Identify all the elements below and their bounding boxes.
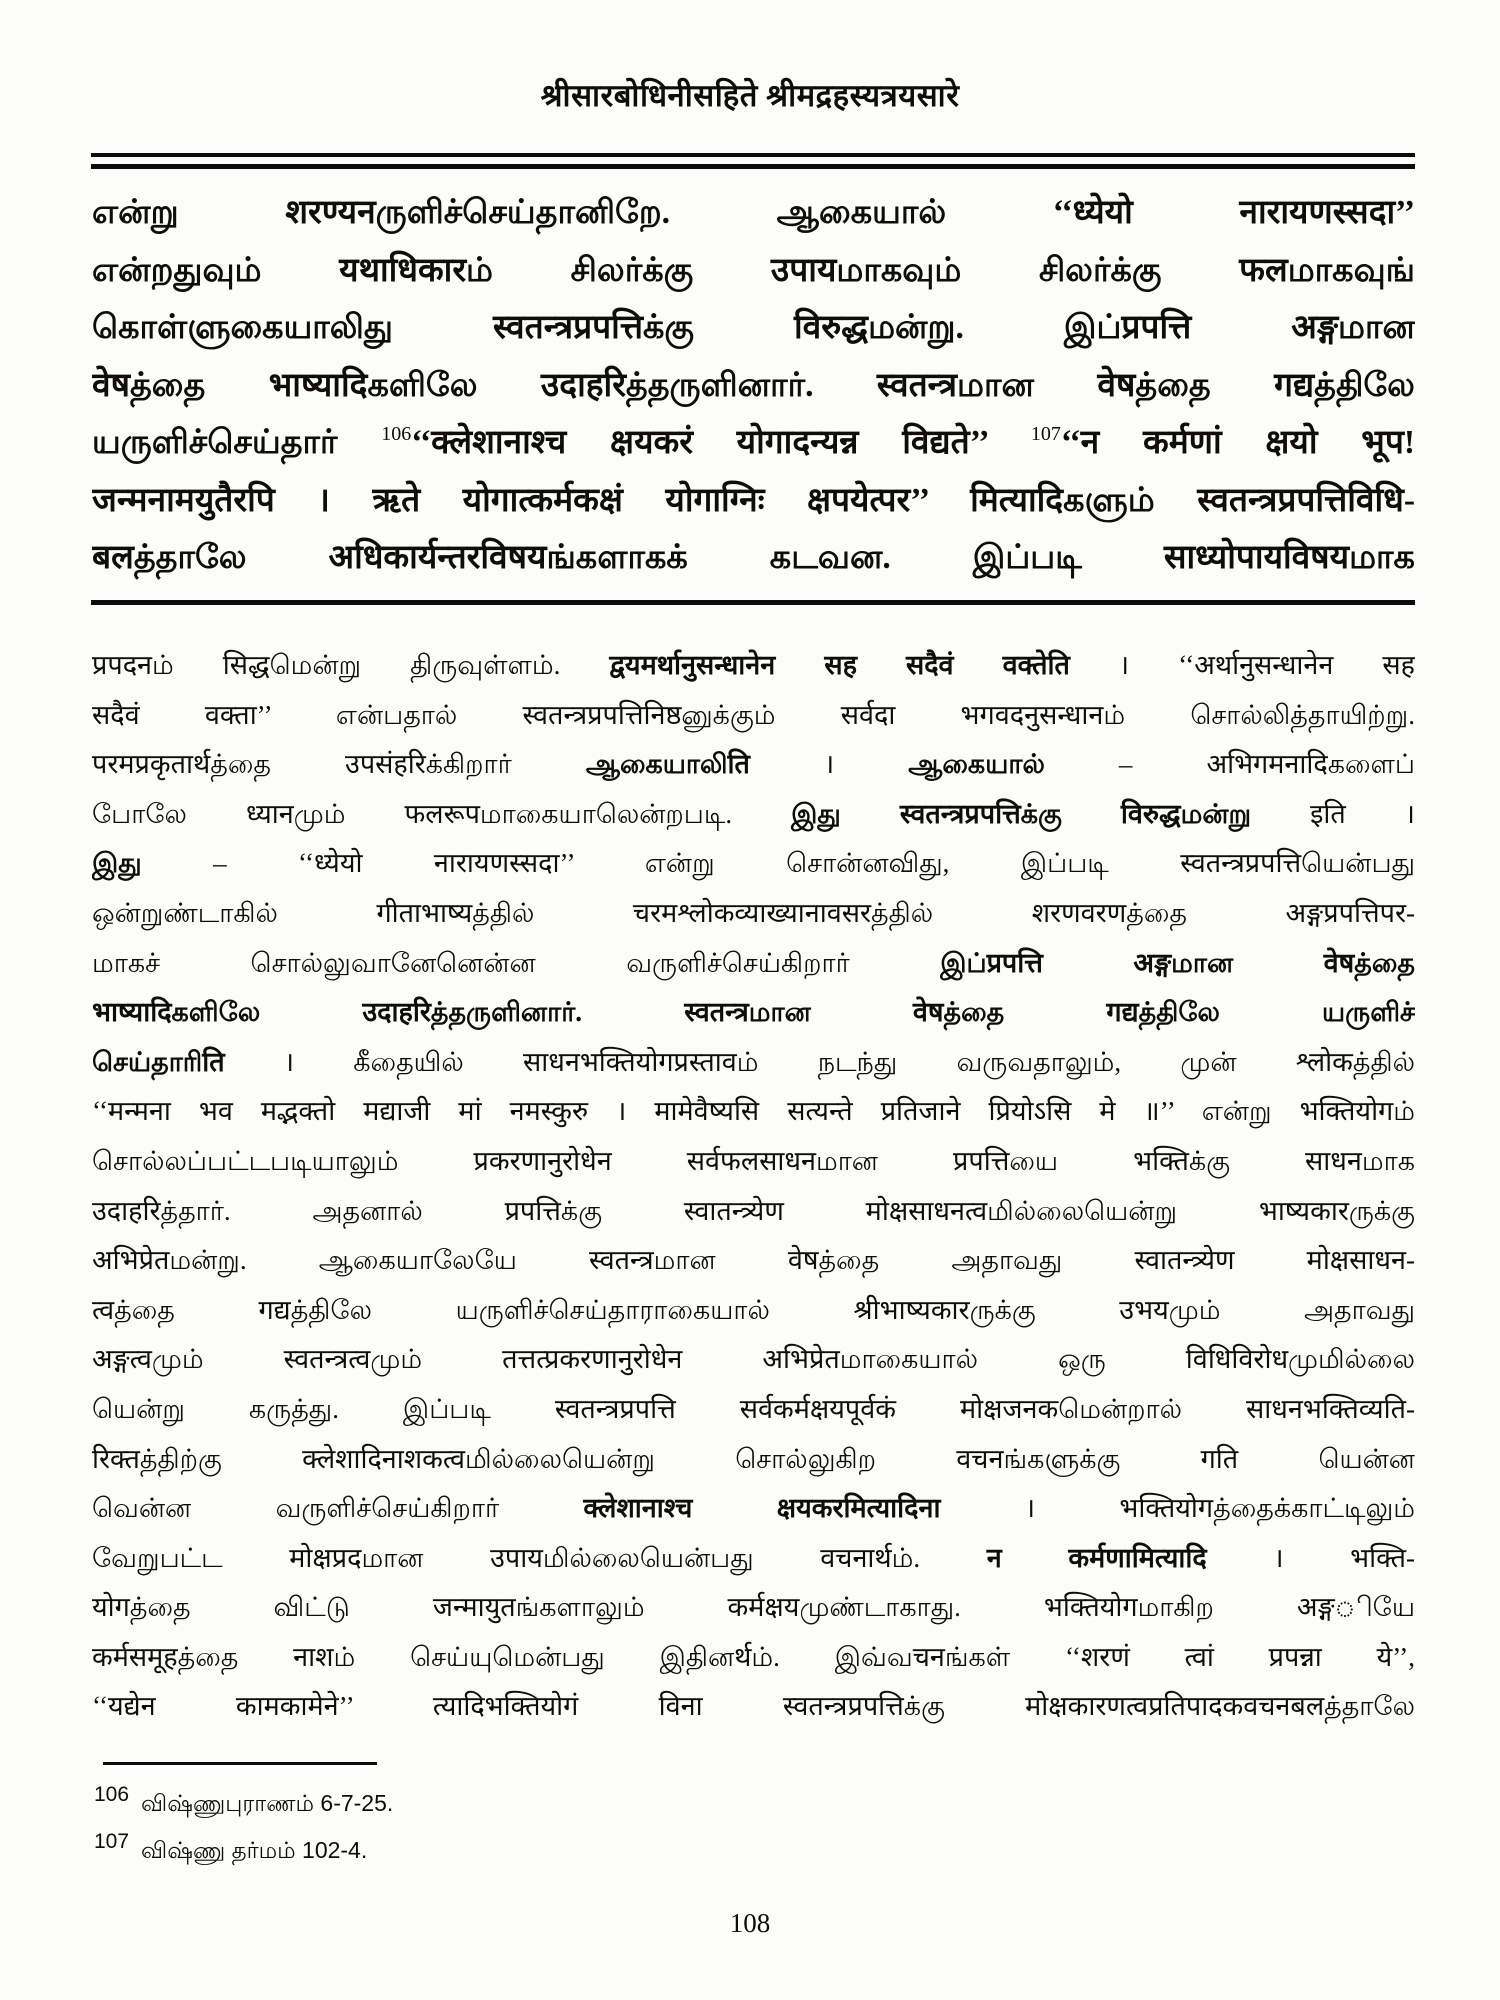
text-segment: न कर्मणामित्यादि: [986, 1542, 1207, 1573]
text-line: [92, 1038, 1415, 1088]
footnote-text: விஷ்ணுபுராணம் 6-7-25.: [141, 1790, 394, 1816]
text-line: [92, 740, 1415, 790]
text-segment: । ‘‘अर्थानुसन्धानेन सह: [1069, 650, 1415, 680]
text-segment: – ‘‘ध्येयो नारायणस्सदा’’ என்று சொன்னவிது, இப்படி स्वतन्त्रप्रपत्तिயென்பது: [141, 848, 1415, 879]
text-segment: – अभिगमनादिகளைப்: [1044, 749, 1415, 780]
text-line: [92, 1435, 1415, 1485]
footnote-divider-rule: [103, 1762, 377, 1765]
text-line: [92, 184, 1415, 242]
footnote-text: விஷ்ணு தர்மம் 102-4.: [141, 1837, 368, 1863]
text-segment: யென்று கருத்து. இப்படி स्वतन्त्रप्रपत्ति सर्वकर्मक्षयपूर्वकं मोक्षजनकமென்றால் साधनभक्तिव्यति-: [92, 1393, 1415, 1424]
text-segment: வேறுபட்ட मोक्षप्रदமான उपायமில்லையென்பது वचनार्थம்.: [92, 1542, 987, 1573]
page-number: 108: [729, 1908, 771, 1938]
header-double-rule: [91, 153, 1415, 169]
text-segment: । भक्तियोगத்தைக்காட்டிலும்: [940, 1493, 1415, 1524]
text-segment: योगத்தை விட்டு जन्मायुतங்களாலும் कर्मक्षयமுண்டாகாது. भक्तियोगமாகிற अङ्गியே: [92, 1592, 1415, 1623]
text-segment: யருளிச்செய்தார்: [92, 424, 382, 461]
text-segment: ‘‘न कर्मणां क्षयो भूप!: [1060, 424, 1415, 461]
text-line: [92, 1534, 1415, 1584]
text-segment: ‘‘यद्येन कामकामेने’’ त्यादिभक्तियोगं विना स्वतन्त्रप्रपत्तिக்கு मोक्षकारणत्वप्रतिपादकवचनबलத்தாலே: [92, 1691, 1415, 1722]
text-segment: இது: [92, 848, 142, 879]
text-line: [92, 1236, 1415, 1286]
text-line: [92, 641, 1415, 691]
text-segment: ।: [749, 749, 909, 780]
text-line: [92, 242, 1415, 300]
footnote-marker: 107: [1030, 423, 1061, 445]
text-line: [92, 939, 1415, 989]
text-segment: वेषத்தை भाष्यादिகளிலே उदाहरिத்தருளினார். स्वतन्त्रமான वेषத்தை गद्यத்திலே: [92, 366, 1415, 404]
text-line: [92, 988, 1415, 1038]
text-line: [92, 1137, 1415, 1187]
text-segment: । கீதையில் साधनभक्तियोगप्रस्तावம் நடந்து வருவதாலும், முன் श्लोकத்தில்: [224, 1046, 1415, 1077]
text-segment: बलத்தாலே अधिकार्यन्तरविषयங்களாகக் கடவன. இப்படி साध्योपायविषयமாக: [92, 539, 1415, 576]
text-line: [92, 529, 1415, 587]
text-segment: क्लेशानाश्च क्षयकरमित्यादिना: [583, 1493, 941, 1524]
text-segment: भाष्यादिகளிலே उदाहरिத்தருளினார். स्वतन्त्रமான वेषத்தை गद्यத்திலே யருளிச்: [92, 997, 1415, 1028]
text-segment: ஆகையாலிति: [585, 749, 750, 780]
text-segment: इति ।: [1251, 798, 1415, 829]
text-line: [92, 1633, 1415, 1683]
text-segment: त्वத்தை गद्यத்திலே யருளிச்செய்தாராகையால் श्रीभाष्यकारருக்கு उभयமும் அதாவது: [92, 1294, 1415, 1325]
text-segment: अङ्गत्वமும் स्वतन्त्रत्वமும் तत्तत्प्रकरणानुरोधेन अभिप्रेतமாகையால் ஒரு विधिविरोधமுமில்லை: [92, 1344, 1415, 1375]
text-line: [92, 299, 1415, 357]
text-segment: जन्मनामयुतैरपि । ऋते योगात्कर्मकक्षं योगाग्निः क्षपयेत्पर’’ मित्यादिகளும் स्वतन्त्रप्रपत्तिविधि-: [92, 481, 1415, 519]
footnote-marker: 106: [381, 423, 412, 445]
text-segment: । भक्ति-: [1206, 1542, 1415, 1573]
text-segment: போலே ध्यानமும் फलरूपமாகையாலென்றபடி.: [92, 798, 792, 829]
text-segment: सदैवं वक्ता’’ என்பதால் स्वतन्त्रप्रपत्तिनिष्ठனுக்கும் सर्वदा भगवदनुसन्धानம் சொல்லித்தாயிற்று.: [92, 699, 1415, 730]
text-line: [92, 1385, 1415, 1435]
text-line: [92, 1682, 1415, 1732]
text-line: [92, 889, 1415, 939]
text-segment: द्वयमर्थानुसन्धानेन सह सदैवं वक्तेति: [609, 650, 1070, 680]
text-segment: परमप्रकृतार्थத்தை उपसंहरिக்கிறார்: [92, 749, 586, 780]
text-line: [92, 790, 1415, 840]
text-segment: இப்प्रपत्ति अङ्गமான वेषத்தை: [940, 947, 1415, 978]
text-line: [92, 691, 1415, 741]
text-line: [92, 1484, 1415, 1534]
commentary-text-block: [92, 641, 1415, 1732]
footnote-item: 106 விஷ்ணுபுராணம் 6-7-25.: [94, 1783, 394, 1816]
text-segment: कर्मसमूहத்தை नाशம் செய்யுமென்பது இதினर्थம். இவ்வचनங்கள் ‘‘शरणं त्वां प्रपन्ना ये’’,: [92, 1641, 1415, 1672]
text-line: [92, 1583, 1415, 1633]
text-line: [92, 839, 1415, 889]
text-segment: उदाहरिத்தார். அதனால் प्रपत्तिக்கு स्वातन्त्र्येण मोक्षसाधनत्वமில்லையென்று भाष्यकारருக்கு: [92, 1195, 1415, 1226]
text-segment: रिक्तத்திற்கு क्लेशादिनाशकत्वமில்லையென்று சொல்லுகிற वचनங்களுக்கு गति யென்ன: [92, 1443, 1415, 1474]
text-line: [92, 414, 1415, 472]
text-segment: ஒன்றுண்டாகில் गीताभाष्यத்தில் चरमश्लोकव्याख्यानावसरத்தில் शरणवरणத்தை अङ्गप्रपत्तिपर-: [92, 897, 1415, 928]
text-segment: ‘‘क्लेशानाश्च क्षयकरं योगादन्यन्न विद्यते’’: [411, 424, 1031, 461]
text-segment: சொல்லப்பட்டபடியாலும் प्रकरणानुरोधेन सर्वफलसाधनமான प्रपत्तिயை भक्तिக்கு साधनமாக: [92, 1145, 1415, 1176]
text-segment: இது स्वतन्त्रप्रपत्तिக்கு विरुद्धமன்று: [791, 798, 1252, 829]
text-segment: என்று शरण्यनருளிச்செய்தானிறே. ஆகையால் ‘‘ध्येयो नारायणस्सदा’’: [92, 194, 1415, 231]
text-segment: வென்ன வருளிச்செய்கிறார்: [92, 1493, 584, 1524]
text-segment: प्रपदनம் सिद्धமென்று திருவுள்ளம்.: [92, 650, 610, 680]
footnote-list: [94, 1780, 1094, 1874]
text-segment: என்றதுவும் यथाधिकारம் சிலர்க்கு उपायமாகவும் சிலர்க்கு फलமாகவுங்: [92, 251, 1415, 289]
text-line: [92, 1335, 1415, 1385]
text-line: [92, 472, 1415, 530]
footnote-item: 107 விஷ்ணு தர்மம் 102-4.: [94, 1830, 368, 1863]
text-line: [92, 357, 1415, 415]
page-title: श्रीसारबोधिनीसहिते श्रीमद्रहस्यत्रयसारे: [540, 78, 960, 113]
text-line: [92, 1187, 1415, 1237]
text-segment: மாகச் சொல்லுவானேனென்ன வருளிச்செய்கிறார்: [92, 947, 941, 978]
text-segment: अभिप्रेतமன்று. ஆகையாலேயே स्वतन्त्रமான वेषத்தை அதாவது स्वातन्त्र्येण मोक्षसाधन-: [92, 1245, 1415, 1276]
section-divider-rule: [91, 600, 1415, 605]
text-segment: ‘‘मन्मना भव मद्भक्तो मद्याजी मां नमस्कुरु । मामेवैष्यसि सत्यन्ते प्रतिजाने प्रियोऽसि मे ॥’’ என்று भक्तियोगம்: [92, 1096, 1415, 1127]
header-rule-top: [91, 153, 1415, 157]
text-line: [92, 1087, 1415, 1137]
mula-text-block: [92, 184, 1415, 587]
text-segment: கொள்ளுகையாலிது स्वतन्त्रप्रपत्तिக்கு विरुद्धமன்று. இப்प्रपत्ति अङ्गமான: [92, 309, 1415, 346]
text-segment: ஆகையால்: [908, 749, 1045, 780]
text-line: [92, 1286, 1415, 1336]
text-segment: செய்தாரிति: [92, 1046, 225, 1077]
header-rule-bottom: [91, 164, 1415, 169]
